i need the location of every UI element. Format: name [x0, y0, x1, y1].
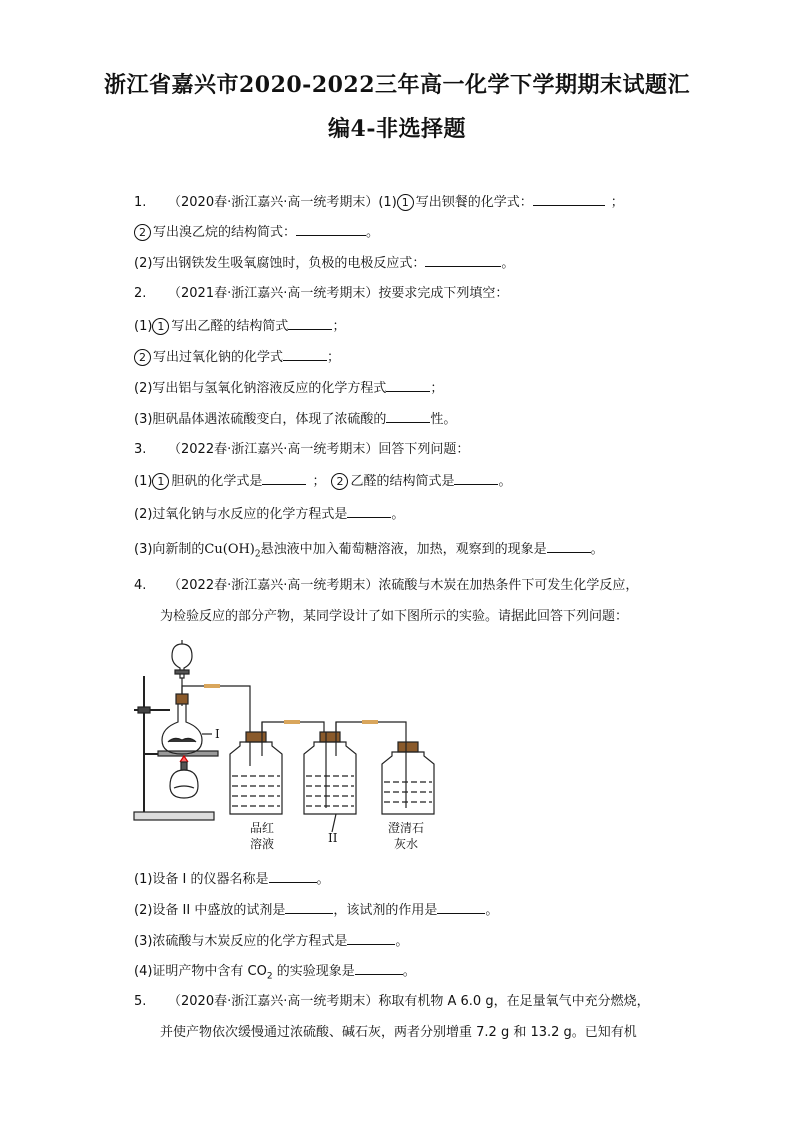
answer-blank[interactable]	[283, 348, 327, 361]
question-4-part2: (2)设备 II 中盛放的试剂是 ，该试剂的作用是 。	[134, 903, 499, 918]
answer-blank[interactable]	[454, 472, 498, 485]
answer-blank[interactable]	[533, 193, 605, 206]
circled-number: 1	[397, 194, 414, 211]
question-5-line2: 并使产物依次缓慢通过浓硫酸、碱石灰，两者分别增重 7.2 g 和 13.2 g。已知有机	[160, 1025, 637, 1040]
circled-number: 2	[134, 349, 151, 366]
document-title-line2: 编4-非选择题	[328, 116, 466, 142]
question-number: 4.	[134, 578, 147, 593]
question-number: 2.	[134, 286, 147, 301]
answer-blank[interactable]	[296, 223, 366, 236]
circled-number: 2	[331, 473, 348, 490]
chemical-formula: Cu(OH)	[204, 542, 255, 557]
question-4-part4: (4)证明产物中含有 $CO_2$ 的实验现象是 。	[134, 964, 416, 982]
question-3-line4: (3)向新制的$Cu(OH)_2$悬浊液中加入葡萄糖溶液，加热，观察到的现象是 。	[134, 542, 604, 560]
question-2-line4: (2)写出铝与氢氧化钠溶液反应的化学方程式 ；	[134, 381, 444, 396]
answer-blank[interactable]	[547, 540, 591, 553]
question-4-part3: (3)浓硫酸与木炭反应的化学方程式是 。	[134, 934, 409, 949]
bottle-1-label-line1: 品红	[250, 821, 275, 835]
answer-blank[interactable]	[288, 317, 332, 330]
gas-washing-bottle-3	[382, 732, 434, 814]
bottle-3-label-line1: 澄清石	[388, 821, 425, 835]
bottle-1-label-line2: 溶液	[250, 837, 275, 851]
round-bottom-flask	[162, 694, 212, 754]
question-number: 3.	[134, 442, 147, 457]
circled-number: 2	[134, 224, 151, 241]
answer-blank[interactable]	[262, 472, 306, 485]
question-3-line1: 3. （2022春·浙江嘉兴·高一统考期末）回答下列问题：	[134, 442, 470, 457]
question-5-line1: 5. （2020春·浙江嘉兴·高一统考期末）称取有机物 A 6.0 g，在足量氧气中充分燃烧，	[134, 994, 650, 1009]
question-4-part1: (1)设备 I 的仪器名称是 。	[134, 872, 330, 887]
question-4-line1: 4. （2022春·浙江嘉兴·高一统考期末）浓硫酸与木炭在加热条件下可发生化学反应，	[134, 578, 639, 593]
question-4-line2: 为检验反应的部分产物，某同学设计了如下图所示的实验。请据此回答下列问题：	[160, 609, 629, 624]
question-number: 5.	[134, 994, 147, 1009]
question-1-line1: 1. （2020春·浙江嘉兴·高一统考期末）(1) 1 写出钡餐的化学式： ；	[134, 195, 624, 210]
question-3-line2: (1) 1 胆矾的化学式是 ； 2 乙醛的结构简式是 。	[134, 474, 512, 489]
answer-blank[interactable]	[285, 901, 333, 914]
label-I: I	[215, 727, 220, 741]
question-3-line3: (2)过氧化钠与水反应的化学方程式是 。	[134, 507, 405, 522]
answer-blank[interactable]	[347, 505, 391, 518]
answer-blank[interactable]	[355, 962, 403, 975]
bottle-3-label-line2: 灰水	[394, 837, 419, 851]
answer-blank[interactable]	[386, 379, 430, 392]
question-2-line3: 2 写出过氧化钠的化学式 ；	[134, 348, 340, 367]
circled-number: 1	[152, 473, 169, 490]
gas-washing-bottle-1	[230, 722, 282, 814]
question-1-line3: (2)写出钢铁发生吸氧腐蚀时，负极的电极反应式： 。	[134, 256, 515, 271]
question-2-line2: (1) 1 写出乙醛的结构简式 ；	[134, 319, 346, 334]
answer-blank[interactable]	[437, 901, 485, 914]
question-2-line5: (3)胆矾晶体遇浓硫酸变白，体现了浓硫酸的 性。	[134, 412, 457, 427]
question-2-line1: 2. （2021春·浙江嘉兴·高一统考期末）按要求完成下列填空：	[134, 286, 509, 301]
experiment-apparatus-figure	[130, 636, 440, 858]
alcohol-lamp	[170, 756, 198, 798]
answer-blank[interactable]	[386, 410, 430, 423]
answer-blank[interactable]	[425, 254, 501, 267]
answer-blank[interactable]	[347, 932, 395, 945]
circled-number: 1	[152, 318, 169, 335]
stand-base	[134, 812, 214, 820]
question-1-line2: 2 写出溴乙烷的结构简式： 。	[134, 223, 379, 242]
label-II: II	[328, 831, 338, 845]
document-title-line1: 浙江省嘉兴市2020-2022三年高一化学下学期期末试题汇	[103, 72, 691, 98]
gas-washing-bottle-2	[304, 722, 356, 814]
answer-blank[interactable]	[269, 870, 317, 883]
question-number: 1.	[134, 195, 147, 210]
